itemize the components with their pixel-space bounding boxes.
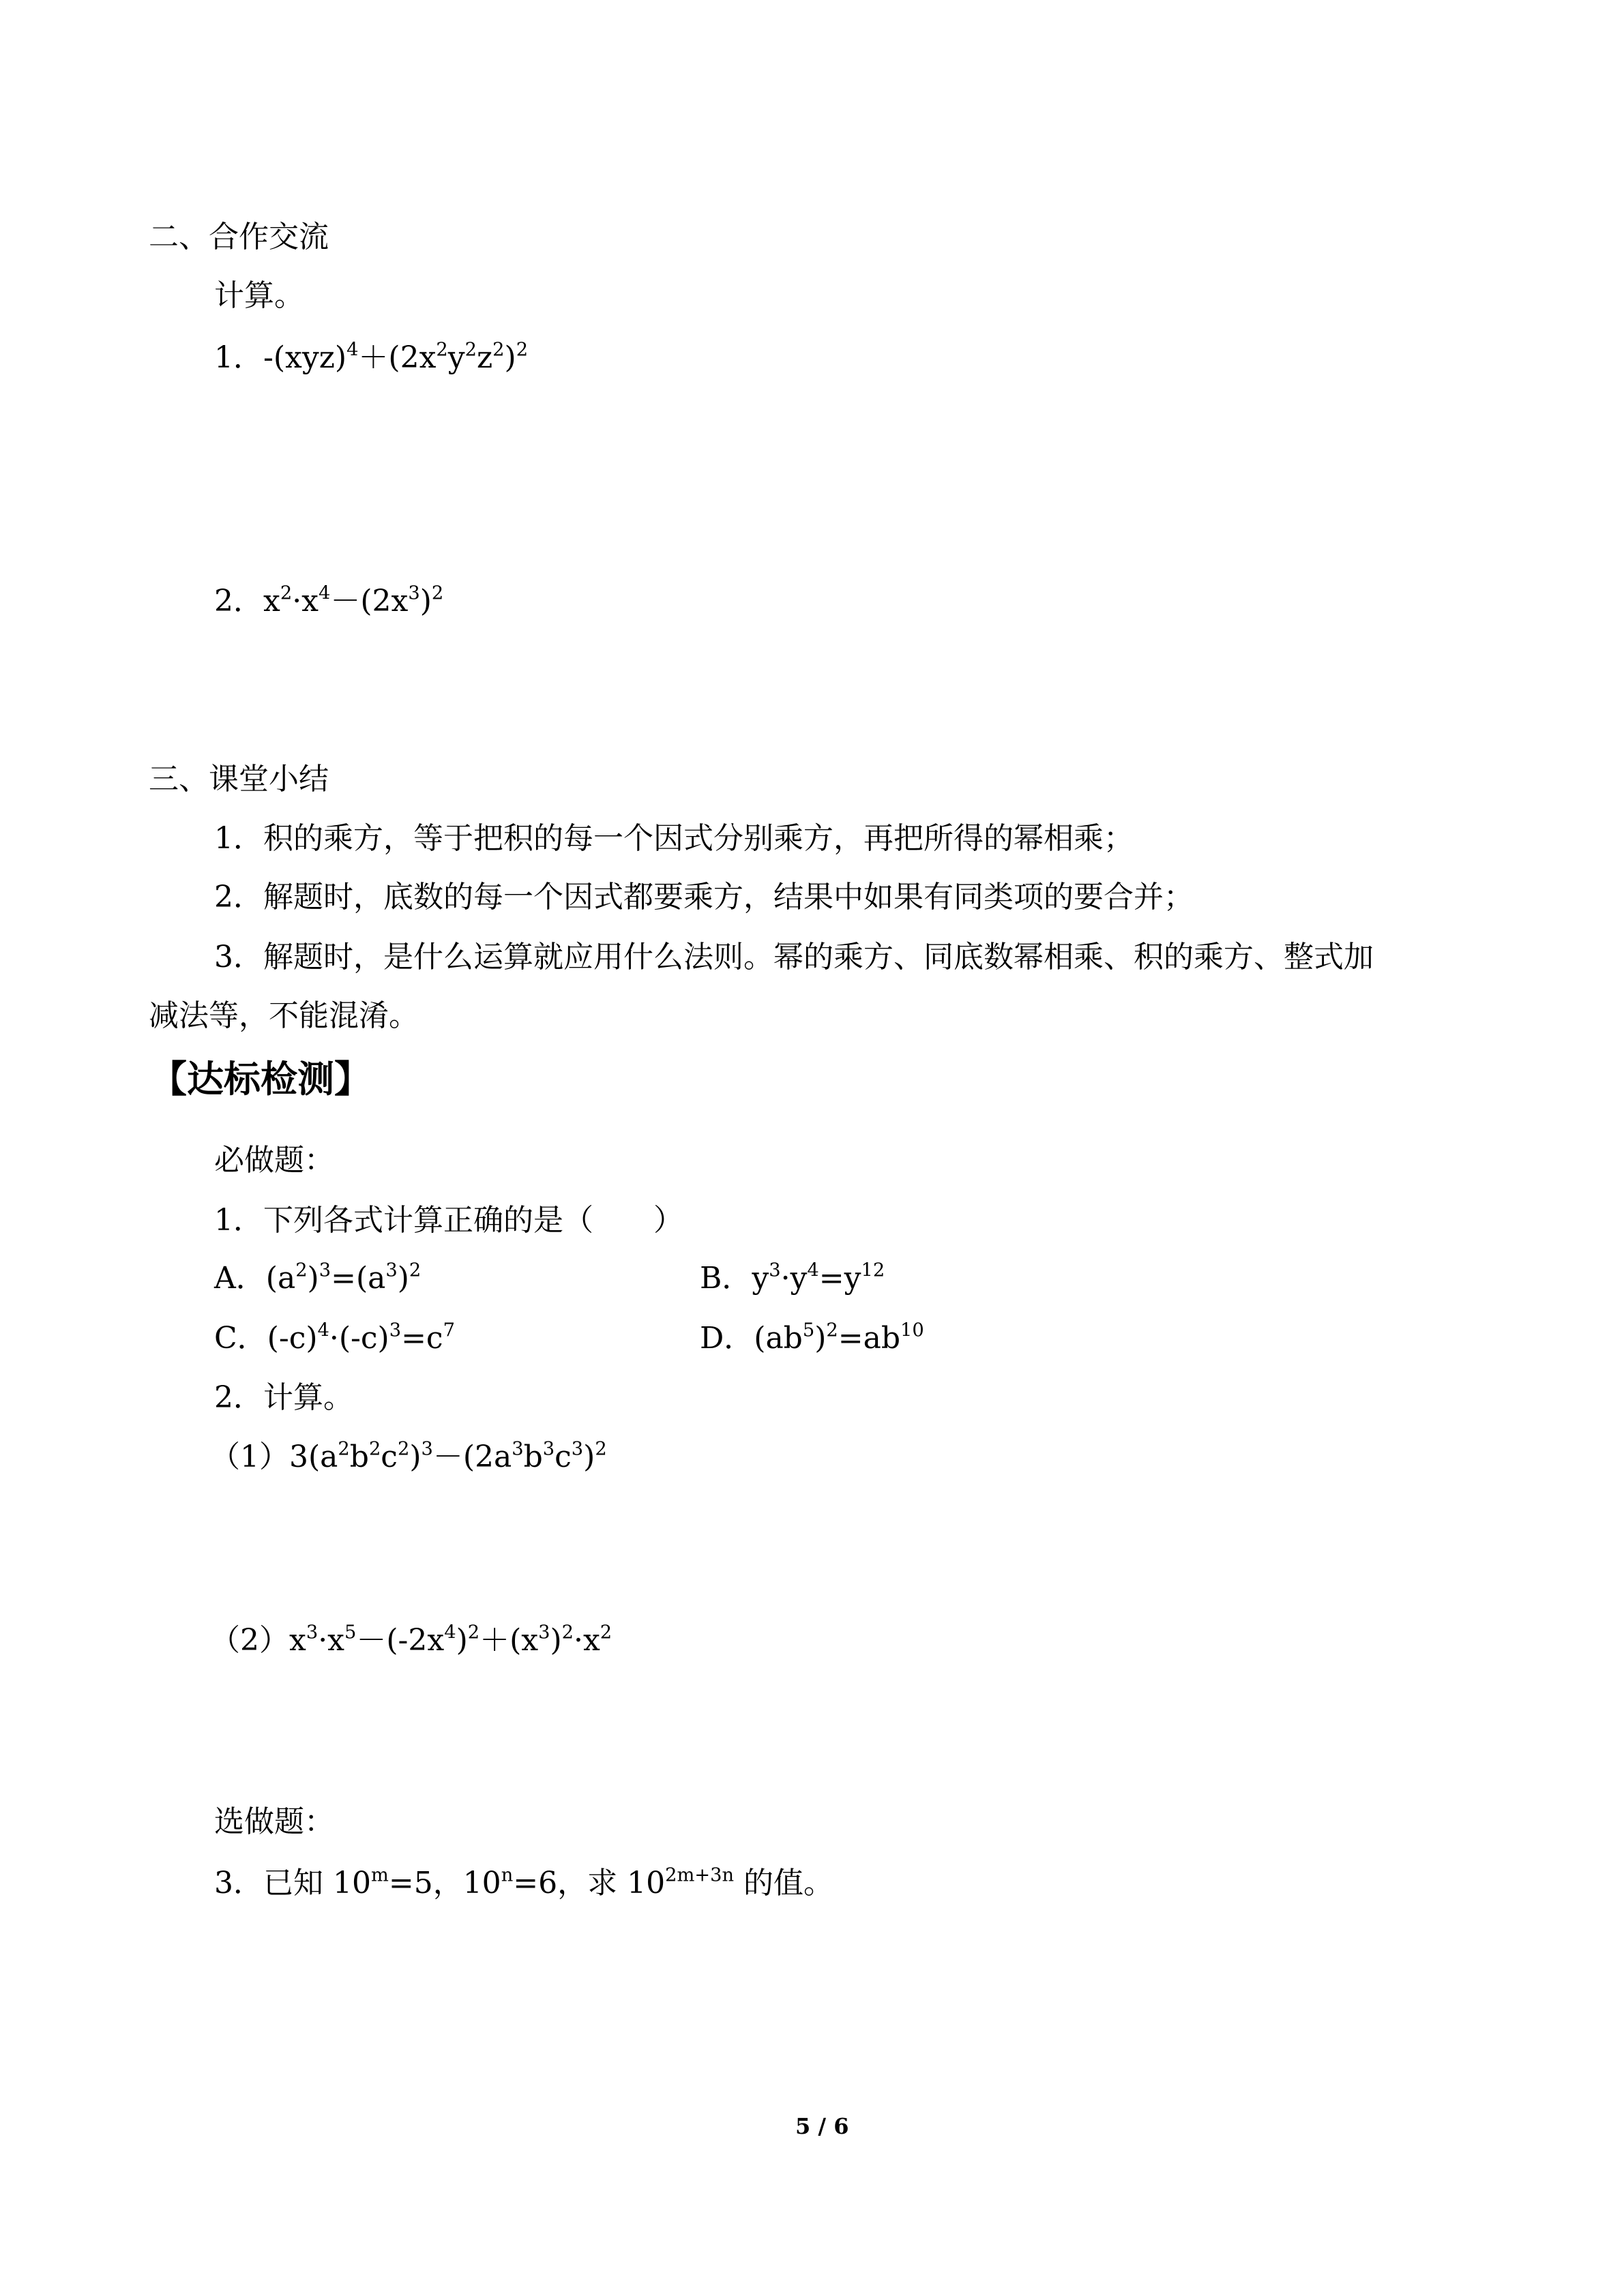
summary-point-3-line-1: 3．解题时，是什么运算就应用什么法则。幂的乘方、同底数幂相乘、积的乘方、整式加 [214,940,1374,974]
option-c: C．$(-c)^4\cdot(-c)^3=c^7$ [214,1320,455,1356]
question-2-part-1: $(1)3(a^2b^2c^2)^3-(2a^3b^3c^3)^2$ [210,1438,607,1474]
required-label: 必做题： [214,1143,334,1178]
question-2-part-2: $(2)x^3\cdot x^5-(-2x^4)^2+(x^3)^2\cdot x^2$ [210,1622,612,1658]
question-2-stem: 2．计算。 [214,1380,353,1415]
section-heading-cooperation: 二、合作交流 [149,220,329,254]
summary-point-3-line-2: 减法等，不能混淆。 [149,998,419,1033]
summary-point-2: 2．解题时，底数的每一个因式都要乘方，结果中如果有同类项的要合并； [214,880,1194,914]
problem-1: 1．$-(xyz)^4+(2x^2y^2z^2)^2$ [214,339,529,375]
problem-2: 2．$x^2\cdot x^4-(2x^3)^2$ [214,582,444,618]
test-heading: 【达标检测】 [150,1058,371,1101]
page-number: 5 / 6 [795,2113,849,2139]
option-a: A．$(a^2)^3=(a^3)^2$ [214,1259,422,1296]
option-d: D．$(ab^5)^2=ab^{10}$ [700,1320,924,1356]
option-b: B．$y^3\cdot y^4=y^{12}$ [700,1259,885,1296]
summary-point-1: 1．积的乘方，等于把积的每一个因式分别乘方，再把所得的幂相乘； [214,821,1134,856]
section-heading-summary: 三、课堂小结 [149,762,329,796]
question-3: 3．已知 $10^m=5$，$10^n=6$，求 $10^{2m+3n}$ 的值。 [214,1864,834,1900]
instruction-calculate: 计算。 [214,278,304,313]
question-1-stem: 1．下列各式计算正确的是（ ） [214,1203,683,1238]
optional-label: 选做题： [214,1804,334,1839]
